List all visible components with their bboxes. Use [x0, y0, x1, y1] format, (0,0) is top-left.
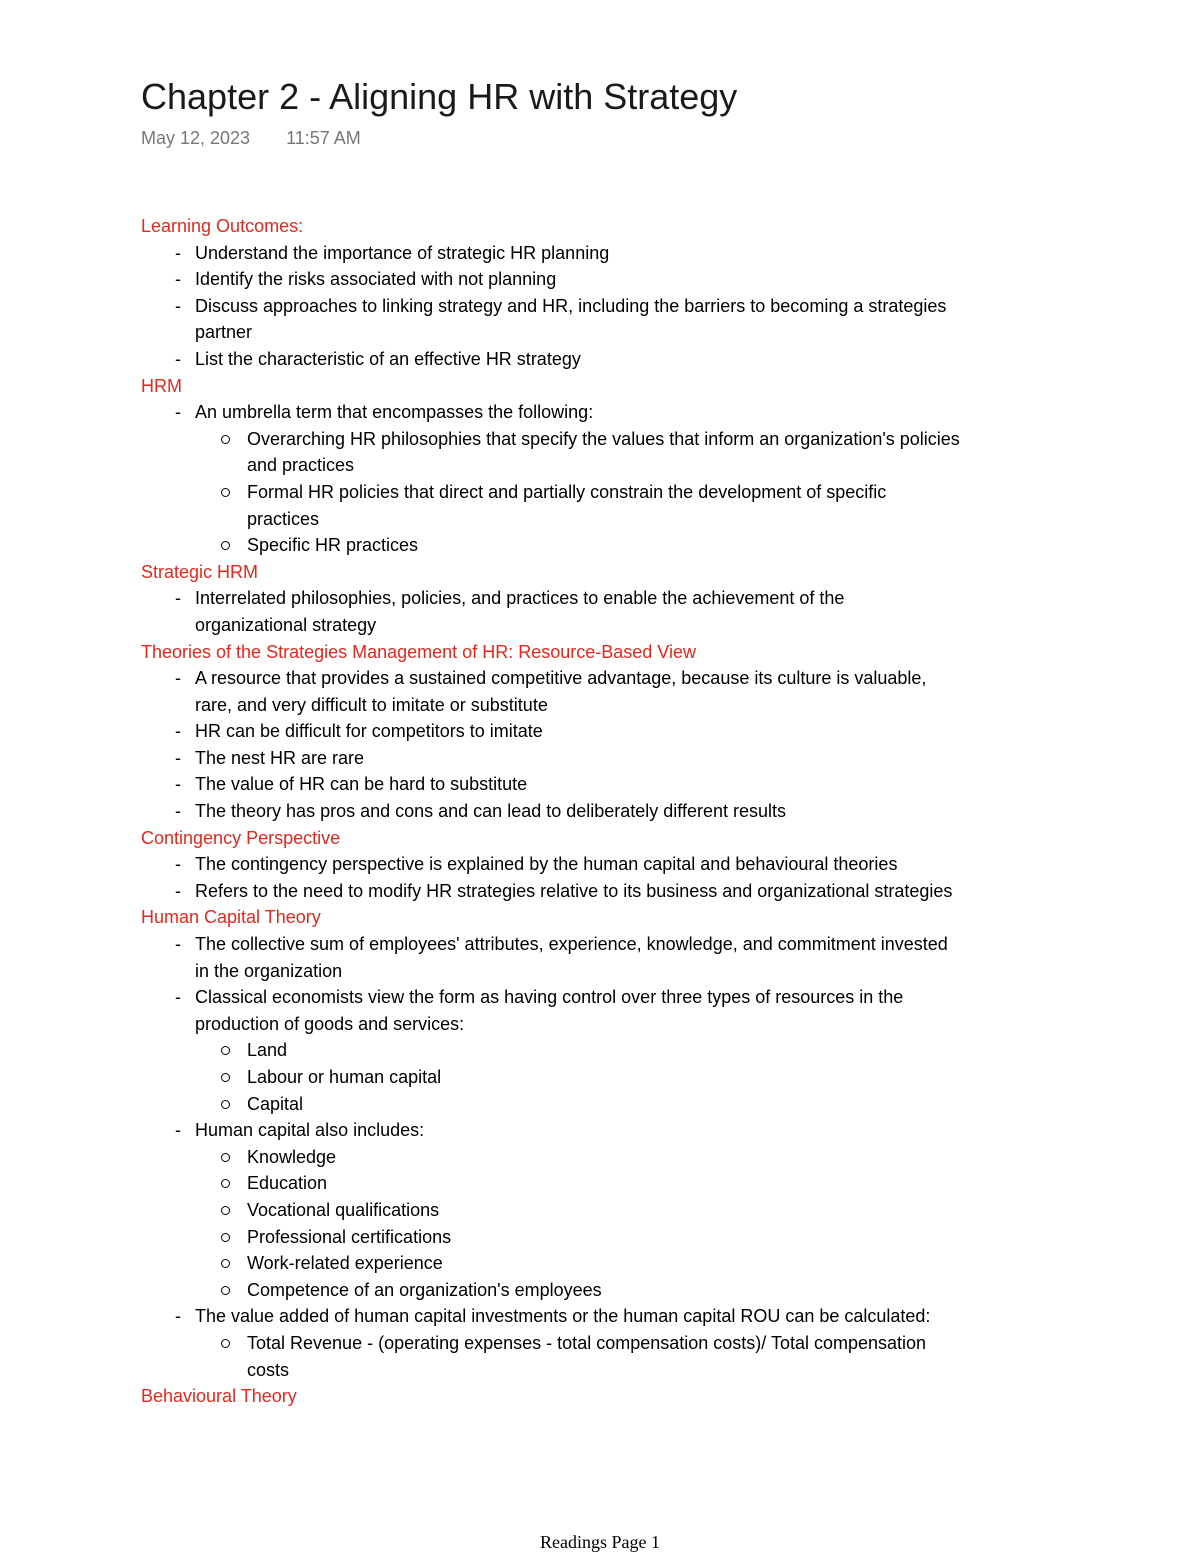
sub-list-item	[195, 1091, 961, 1118]
bullet-list	[141, 240, 961, 373]
section-heading: Behavioural Theory	[141, 1386, 297, 1407]
dash-bullet-icon: -	[175, 348, 181, 369]
page-footer: Readings Page 1	[540, 1532, 660, 1552]
sub-bullet-list	[195, 426, 961, 559]
sub-bullet-list	[195, 1037, 961, 1117]
section-heading: Human Capital Theory	[141, 907, 321, 928]
sub-list-item	[195, 1037, 961, 1064]
list-item	[141, 878, 961, 905]
list-item-text: Interrelated philosophies, policies, and practices to enable the achievement of the organizational strategy	[195, 588, 845, 635]
bullet-list	[141, 399, 961, 559]
sub-list-item-text: Specific HR practices	[247, 535, 419, 556]
sub-list-item-text: Formal HR policies that direct and partially constrain the development of specific practices	[247, 481, 887, 529]
sub-list-item	[195, 1250, 961, 1277]
dash-bullet-icon: -	[175, 295, 181, 316]
list-item	[141, 771, 961, 798]
note-content	[141, 213, 961, 1410]
dash-bullet-icon: -	[175, 588, 181, 609]
dash-bullet-icon: -	[175, 854, 181, 875]
page-title: Chapter 2 - Aligning HR with Strategy	[141, 76, 738, 117]
list-item	[141, 718, 961, 745]
list-item-text: The value of HR can be hard to substitute	[195, 774, 528, 795]
list-item	[141, 745, 961, 772]
dash-bullet-icon: -	[175, 801, 181, 822]
sub-list-item-text: Vocational qualifications	[247, 1199, 440, 1220]
dash-bullet-icon: -	[175, 1120, 181, 1141]
list-item-text: A resource that provides a sustained competitive advantage, because its culture is valuable, rare, and very difficult to imitate or substitute	[195, 668, 927, 715]
sub-list-item	[195, 479, 961, 532]
list-item-text: The value added of human capital investments or the human capital ROU can be calculated:	[195, 1306, 931, 1327]
circle-bullet-icon	[221, 1286, 230, 1295]
sub-list-item-text: Education	[247, 1173, 328, 1194]
dash-bullet-icon: -	[175, 269, 181, 290]
section-heading: Theories of the Strategies Management of HR: Resource-Based View	[141, 641, 696, 662]
sub-list-item	[195, 1170, 961, 1197]
section-heading: HRM	[141, 375, 182, 396]
list-item-text: The collective sum of employees' attributes, experience, knowledge, and commitment invested in the organization	[195, 934, 948, 981]
sub-list-item	[195, 1277, 961, 1304]
note-time: 11:57 AM	[286, 128, 361, 148]
circle-bullet-icon	[221, 541, 230, 550]
list-item	[141, 346, 961, 373]
sub-list-item	[195, 1224, 961, 1251]
circle-bullet-icon	[221, 1339, 230, 1348]
list-item	[141, 240, 961, 267]
list-item-text: An umbrella term that encompasses the following:	[195, 402, 594, 423]
circle-bullet-icon	[221, 1259, 230, 1268]
dash-bullet-icon: -	[175, 747, 181, 768]
list-item-text: The nest HR are rare	[195, 747, 365, 768]
sub-list-item-text: Total Revenue - (operating expenses - total compensation costs)/ Total compensation costs	[247, 1332, 927, 1380]
sub-bullet-list	[195, 1144, 961, 1304]
list-item	[141, 399, 961, 559]
list-item-text: Identify the risks associated with not planning	[195, 269, 557, 290]
bullet-list	[141, 665, 961, 825]
circle-bullet-icon	[221, 1206, 230, 1215]
dash-bullet-icon: -	[175, 1306, 181, 1327]
dash-bullet-icon: -	[175, 987, 181, 1008]
sub-list-item-text: Knowledge	[247, 1146, 337, 1167]
list-item-text: Refers to the need to modify HR strategies relative to its business and organizational strategies	[195, 880, 953, 901]
list-item	[141, 798, 961, 825]
dash-bullet-icon: -	[175, 668, 181, 689]
list-item	[141, 1303, 961, 1383]
bullet-list	[141, 931, 961, 1383]
list-item	[141, 266, 961, 293]
section-heading: Contingency Perspective	[141, 827, 341, 848]
bullet-list	[141, 851, 961, 904]
list-item-text: The theory has pros and cons and can lead to deliberately different results	[195, 801, 787, 822]
list-item-text: HR can be difficult for competitors to imitate	[195, 721, 543, 742]
dash-bullet-icon: -	[175, 774, 181, 795]
list-item	[141, 665, 961, 718]
sub-list-item-text: Competence of an organization's employees	[247, 1279, 602, 1300]
sub-list-item-text: Work-related experience	[247, 1253, 443, 1274]
list-item-text: Discuss approaches to linking strategy and HR, including the barriers to becoming a strategies partner	[195, 295, 947, 343]
dash-bullet-icon: -	[175, 934, 181, 955]
list-item	[141, 931, 961, 984]
note-metadata	[141, 126, 361, 150]
list-item	[141, 1117, 961, 1303]
list-item	[141, 851, 961, 878]
sub-list-item-text: Labour or human capital	[247, 1067, 442, 1087]
list-item-text: The contingency perspective is explained by the human capital and behavioural theories	[195, 854, 898, 875]
sub-list-item	[195, 532, 961, 559]
list-item	[141, 585, 961, 638]
section-heading: Strategic HRM	[141, 561, 259, 582]
dash-bullet-icon: -	[175, 242, 181, 263]
list-item-text: Classical economists view the form as having control over three types of resources in the production of goods and services:	[195, 987, 904, 1034]
sub-list-item	[195, 1064, 961, 1091]
dash-bullet-icon: -	[175, 880, 181, 901]
bullet-list	[141, 585, 961, 638]
circle-bullet-icon	[221, 1233, 230, 1242]
section-heading: Learning Outcomes:	[141, 216, 304, 236]
sub-list-item-text: Land	[247, 1040, 288, 1061]
sub-bullet-list	[195, 1330, 961, 1383]
sub-list-item-text: Professional certifications	[247, 1226, 452, 1247]
circle-bullet-icon	[221, 1179, 230, 1188]
circle-bullet-icon	[221, 1153, 230, 1162]
circle-bullet-icon	[221, 1100, 230, 1109]
circle-bullet-icon	[221, 1046, 230, 1055]
sub-list-item	[195, 1144, 961, 1171]
circle-bullet-icon	[221, 488, 230, 497]
list-item-text: Human capital also includes:	[195, 1120, 425, 1141]
list-item	[141, 293, 961, 346]
dash-bullet-icon: -	[175, 721, 181, 742]
note-date: May 12, 2023	[141, 128, 251, 148]
circle-bullet-icon	[221, 435, 230, 444]
sub-list-item-text: Overarching HR philosophies that specify the values that inform an organization's policies and practices	[247, 428, 960, 476]
sub-list-item	[195, 1197, 961, 1224]
list-item	[141, 984, 961, 1117]
sub-list-item	[195, 426, 961, 479]
sub-list-item-text: Capital	[247, 1093, 304, 1114]
sub-list-item	[195, 1330, 961, 1383]
list-item-text: List the characteristic of an effective HR strategy	[195, 348, 581, 369]
list-item-text: Understand the importance of strategic HR planning	[195, 242, 610, 263]
circle-bullet-icon	[221, 1073, 230, 1082]
dash-bullet-icon: -	[175, 402, 181, 423]
